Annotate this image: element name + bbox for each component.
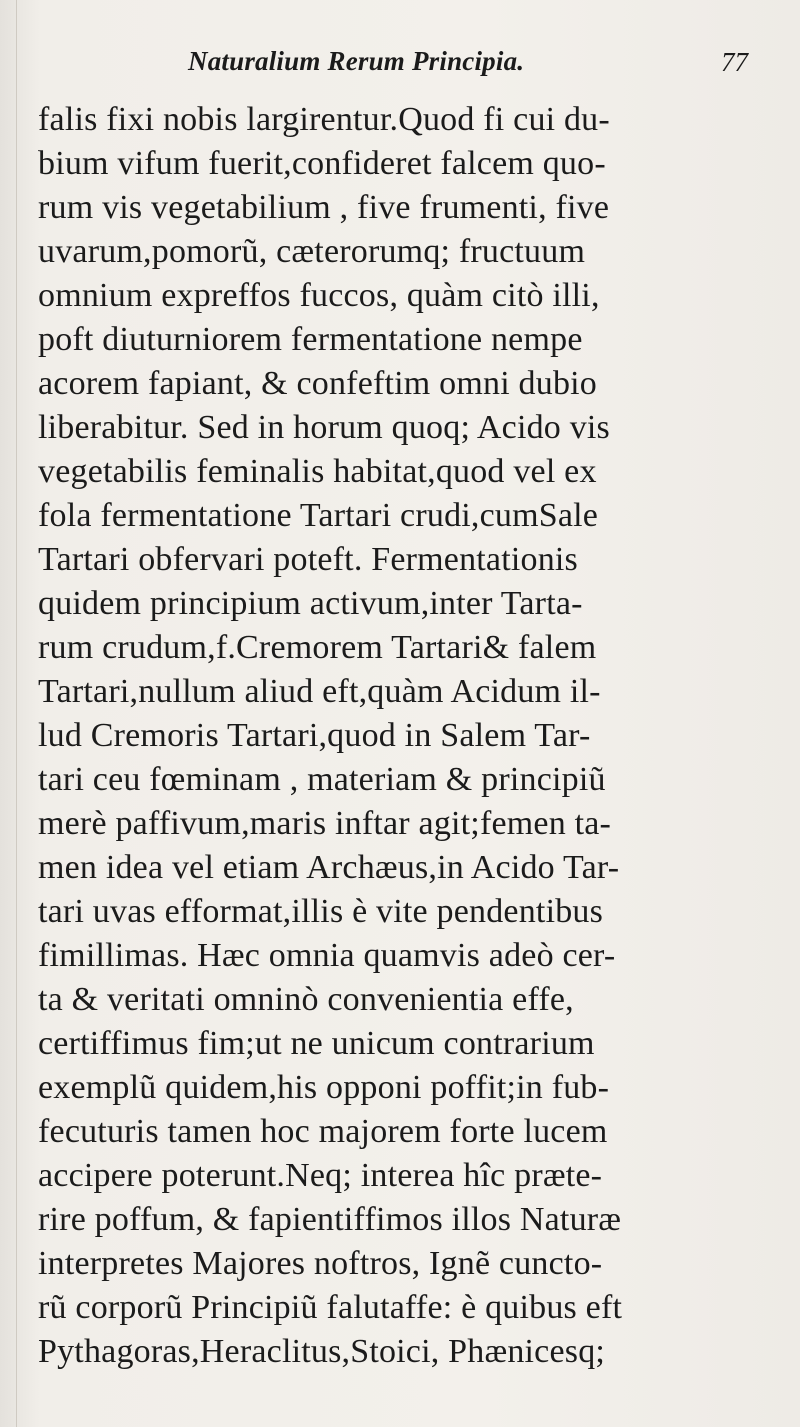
text-line: quidem principium activum,inter Tarta- [38,585,583,622]
text-line: vegetabilis feminalis habitat,quod vel ex [38,453,597,490]
text-line: rum vis vegetabilium , five frumenti, five [38,189,610,226]
text-line: interpretes Majores noftros, Ignẽ cuncto- [38,1245,603,1282]
text-line: omnium expreffos fuccos, quàm citò illi, [38,277,600,314]
page-number: 77 [721,47,748,77]
running-head: Naturalium Rerum Principia. [188,46,525,76]
text-line: fola fermentatione Tartari crudi,cumSale [38,497,599,534]
body-text [0,100,800,1420]
text-line: rum crudum,f.Cremorem Tartari& falem [38,629,597,666]
text-line: bium vifum fuerit,confideret falcem quo- [38,145,606,182]
page-header [0,40,800,90]
text-line: Tartari,nullum aliud eft,quàm Acidum il- [38,673,601,710]
text-line: falis fixi nobis largirentur.Quod fi cui du- [38,101,610,138]
text-line: fecuturis tamen hoc majorem forte lucem [38,1113,608,1150]
text-line: Tartari obfervari poteft. Fermentationis [38,541,578,578]
text-line: tari uvas efformat,illis è vite pendentibus [38,893,604,930]
text-line: Pythagoras,Heraclitus,Stoici, Phænicesq; [38,1333,606,1370]
text-line: ta & veritati omninò convenientia effe, [38,981,574,1018]
text-line: exemplũ quidem,his opponi poffit;in fub- [38,1069,610,1106]
text-line: merè paffivum,maris inftar agit;femen ta- [38,805,612,842]
text-line: liberabitur. Sed in horum quoq; Acido vis [38,409,610,446]
text-line: men idea vel etiam Archæus,in Acido Tar- [38,849,620,886]
text-line: uvarum,pomorũ, cæterorumq; fructuum [38,233,586,270]
text-line: tari ceu fœminam , materiam & principiũ [38,761,606,798]
text-line: lud Cremoris Tartari,quod in Salem Tar- [38,717,591,754]
text-line: accipere poterunt.Neq; interea hîc præte- [38,1157,603,1194]
text-line: acorem fapiant, & confeftim omni dubio [38,365,597,402]
text-line: rire poffum, & fapientiffimos illos Naturæ [38,1201,622,1238]
text-line: rũ corporũ Principiũ falutaffe: è quibus eft [38,1289,623,1326]
text-line: fimillimas. Hæc omnia quamvis adeò cer- [38,937,616,974]
text-line: poft diuturniorem fermentatione nempe [38,321,583,358]
text-line: certiffimus fim;ut ne unicum contrarium [38,1025,595,1062]
